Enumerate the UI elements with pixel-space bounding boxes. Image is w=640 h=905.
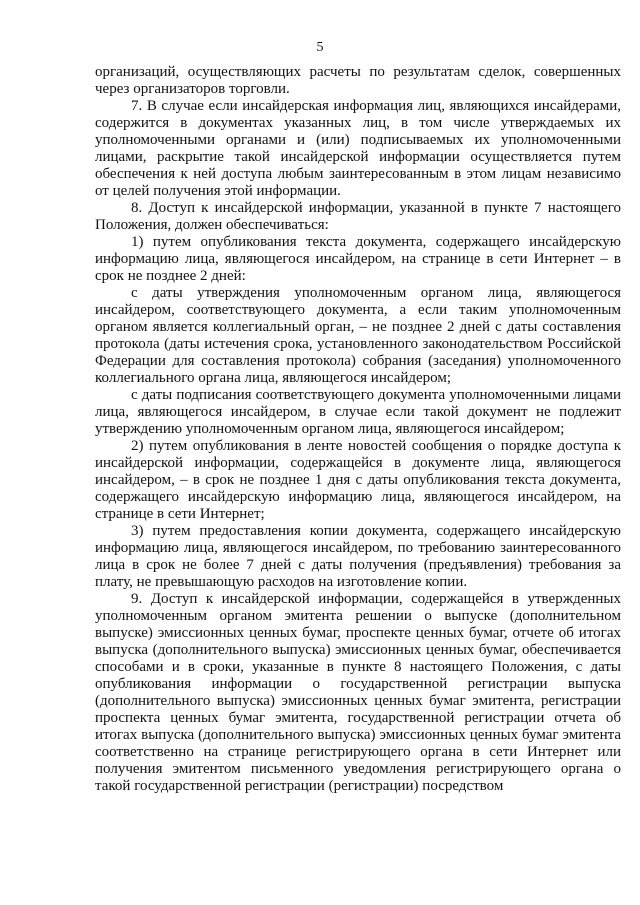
paragraph-8-item-1: 1) путем опубликования текста документа, содержащего инсайдерскую информацию лица, являющегося инсайдером, на странице в сети Интернет – в срок не позднее 2 дней: (95, 234, 621, 284)
paragraph-8-item-3: 3) путем предоставления копии документа, содержащего инсайдерскую информацию лица, являющегося инсайдером, по требованию заинтересованного лица в срок не более 7 дней с даты получения (предъявления) требования за плату, не превышающую расходов на изготовление копии. (95, 523, 621, 590)
page-number: 5 (316, 40, 324, 55)
paragraph-9: 9. Доступ к инсайдерской информации, содержащейся в утвержденных уполномоченным органом эмитента решении о выпуске (дополнительном выпуске) эмиссионных ценных бумаг, проспекте ценных бумаг, отчете об итогах выпуска (дополнительного выпуска) эмиссионных ценных бумаг, обеспечивается способами и в сроки, указанные в пункте 8 настоящего Положения, с даты опубликования информации о государственной регистрации выпуска (дополнительного выпуска) эмиссионных ценных бумаг эмитента, регистрации проспекта ценных бумаг эмитента, государственной регистрации отчета об итогах выпуска (дополнительного выпуска) эмиссионных ценных бумаг эмитента соответственно на странице регистрирующего органа в сети Интернет или получения эмитентом письменного уведомления регистрирующего органа о такой государственной регистрации (регистрации) посредством (95, 591, 621, 794)
paragraph-continuation: организаций, осуществляющих расчеты по результатам сделок, совершенных через организаторов торговли. (95, 64, 621, 97)
paragraph-7: 7. В случае если инсайдерская информация лиц, являющихся инсайдерами, содержится в документах указанных лиц, в том числе утверждаемых их уполномоченными органами и (или) подписываемых их уполномоченными лицами, раскрытие такой инсайдерской информации осуществляется путем обеспечения к ней доступа любым заинтересованным в этом лицам независимо от целей получения этой информации. (95, 98, 621, 199)
paragraph-8-item-1-approval-date: с даты утверждения уполномоченным органом лица, являющегося инсайдером, соответствующего документа, а если таким уполномоченным органом является коллегиальный орган, – не позднее 2 дней с даты составления протокола (даты истечения срока, установленного законодательством Российской Федерации для составления протокола) собрания (заседания) уполномоченного коллегиального органа лица, являющегося инсайдером; (95, 285, 621, 386)
document-body (95, 64, 621, 795)
paragraph-8: 8. Доступ к инсайдерской информации, указанной в пункте 7 настоящего Положения, должен обеспечиваться: (95, 200, 621, 233)
paragraph-8-item-2: 2) путем опубликования в ленте новостей сообщения о порядке доступа к инсайдерской информации, содержащейся в документе лица, являющегося инсайдером, – в срок не позднее 1 дня с даты опубликования текста документа, содержащего инсайдерскую информацию лица, являющегося инсайдером, на странице в сети Интернет; (95, 438, 621, 522)
paragraph-8-item-1-signing-date: с даты подписания соответствующего документа уполномоченными лицами лица, являющегося инсайдером, в случае если такой документ не подлежит утверждению уполномоченным органом лица, являющегося инсайдером; (95, 387, 621, 437)
